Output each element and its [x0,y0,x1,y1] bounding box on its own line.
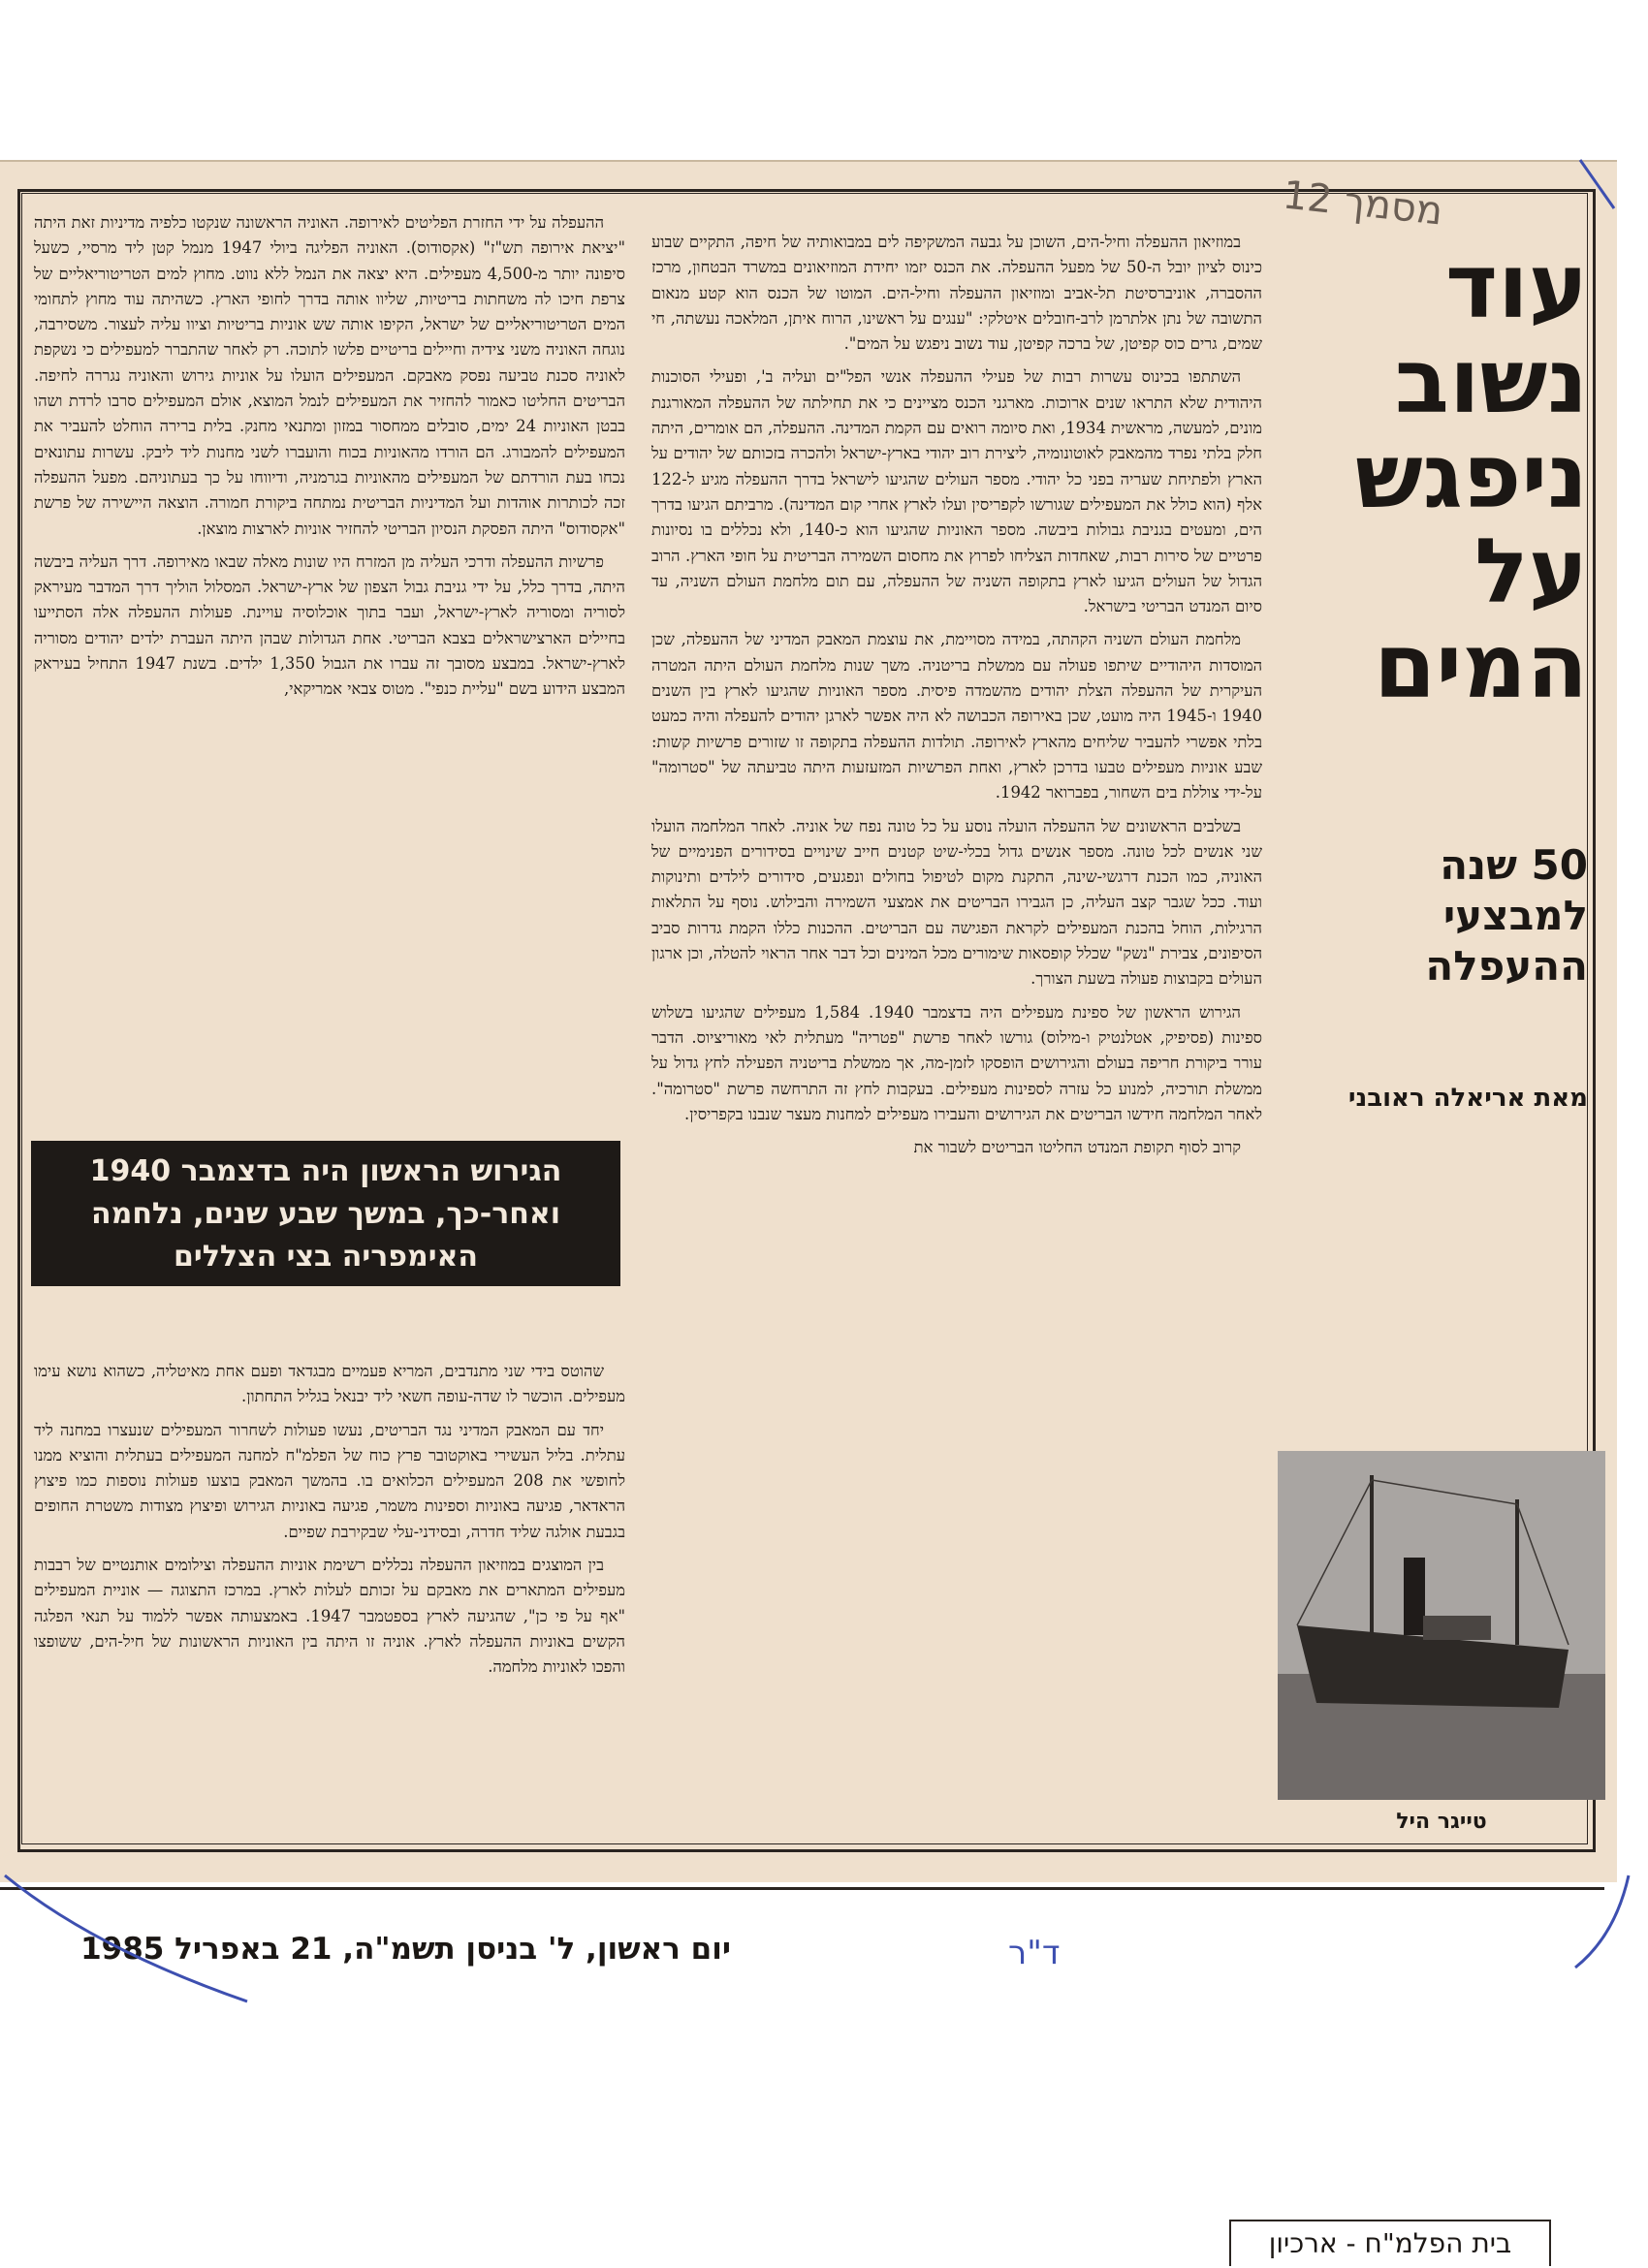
archive-stamp: בית הפלמ"ח - ארכיון [1229,2220,1551,2266]
pen-stroke-left [0,1871,291,2006]
paragraph: קרוב לסוף תקופת המנדט החליטו הבריטים לשבור את [913,1138,1241,1157]
paragraph: יחד עם המאבק המדיני נגד הבריטים, נעשו פעולות לשחרור המעפילים שנעצרו במחנה ליד עתלית. בליל העשירי באוקטובר פרץ כוח של הפלמ"ח למחנה המעפילים בעתלית והוציא ממנו לחופשי את 208 המעפילים הכלואים בו. בהמשך המאבק בוצעו פעולות נוספות כמו פיצוץ הראדאר, פגיעה באוניות וספינות משמר, פגיעה באוניות הגירוש ופיצוץ מצודות משטרת החופים בגבעת אולגה שליד חדרה, ובסידני-עלי שבקירבת שפיים. [34,1420,625,1541]
pull-quote-line: ואחר-כך, במשך שבע שנים, נלחמה [91,1197,560,1231]
article-column-left-bottom [34,1359,625,1863]
pen-stroke-right [1570,1871,1638,1977]
paragraph: במוזיאון ההעפלה וחיל-הים, השוכן על גבעה המשקיפה לים במבואותיה של חיפה, התקיים שבוע כינוס לציון יובל ה-50 של מפעל ההעפלה. את הכנס יזמו יחידת המוזיאונים במשרד הבטחון, מרכז ההסברה, אוניברסיטת תל-אביב ומוזיאון ההעפלה וחיל-הים. המוטו של הכנס הוא קטע מנאום התשובה של נתן אלתרמן לרב-חובלים איטלקי: "ענגים על ראשינו, הרוח איתן, המלאכה נעשתה, חי שמים, גרים כוס קפיטן, של ברכה קפיטן, עוד נשוב ניפגש על המים". [651,233,1262,354]
paragraph: בשלבים הראשונים של ההעפלה הועלה נוסע על כל טונה נפח של אוניה. לאחר המלחמה הועלו שני אנשים לכל טונה. מספר אנשים גדול בכלי-שיט קטנים חייב שינויים בסידורים הפנימיים של האוניה, כמו הכנת דרגשי-שינה, התקנת מקום לטיפול בחולים ונפגעים, סידורים לילדים ותינוקות ועוד. ככל שגבר קצב העליה, כן הגבירו הבריטים את אמצעי השמירה והבילוש. נוסף על התלאות הרגילות, הוחל בהכנת המעפילים לקראת הפגישה עם הבריטים. ההכנות כללו הקמת גדרות סביב הסיפונים, צבירת "נשק" שכלל קופסאות שימורים מכל המינים וכל דבר אחר הראוי להטלה, וכן ארגון העולים בקבוצות פעולה בשעת הצורך. [651,816,1262,989]
paragraph: שהוטס בידי שני מתנדבים, המריא פעמיים מבגדאד ופעם אחת מאיטליה, כשהוא נושא עימו מעפילים. הוכשר לו שדה-עופה חשאי ליד יבנאל בגליל התחתון. [34,1362,625,1406]
pull-quote-line: האימפריה בצי הצללים [173,1240,479,1274]
ship-illustration [1278,1451,1605,1800]
photo-caption: טייגר היל [1396,1810,1487,1834]
byline: מאת אריאלה ראובני [1347,1084,1588,1113]
subhead-line: למבצעי [1442,892,1588,939]
subhead-line: 50 שנה [1440,841,1588,889]
pen-stroke-top [1575,155,1624,213]
handwritten-note: מסמך 12 [1280,173,1444,235]
dateline: יום ראשון, ל' בניסן תשמ"ה, 21 באפריל 1985 [80,1932,731,1967]
paragraph: השתתפו בכינוס עשרות רבות של פעילי ההעפלה אנשי הפל"ים ועליה ב', ופעילי הסוכנות היהודית שלא התראו שנים ארוכות. מארגני הכנס מציינים כי את תחילתה של ההעפלה המאורגנת מונים, למעשה, מראשית 1934, ואת סיומה רואים עם הקמת המדינה. ההעפלה, הם אומרים, היתה חלק בלתי נפרד מהמאבק לאוטונומיה, ליצירת רוב יהודי בארץ-ישראל ולהכרה בזכותם של יהודים על הארץ ולפתיחת שעריה בפני כל יהודי. מספר העולים שהגיעו לישראל בדרך ההעפלה מגיע ל-122 אלף (הוא כולל את המעפילים שגורשו לקפריסין ועלו לארץ אחרי קום המדינה). מרביתם הגיעו בדרך הים, ומעטים בגניבת גבולות ביבשה. מספר האוניות שהגיעו הוא כ-140, ולא נכללים בו נסיונות פרטיים של סירות רבות, שאחדות הצליחו לפרוץ את מחסום השמירה הבריטית על חופי הארץ. הרוב הגדול של העולים הגיעו לארץ בתקופה השניה של ההעפלה, עם תום מלחמת העולם השניה, עד סיום המנדט הבריטי בישראל. [651,367,1262,616]
article-column-middle [651,230,1262,1868]
headline-column [1278,205,1588,1113]
headline [1278,235,1588,718]
headline-line: ניפגש [1354,425,1588,528]
paragraph: ההעפלה על ידי החזרת הפליטים לאירופה. האוניה הראשונה שנקטו כלפיה מדיניות זאת היתה "יציאת אירופה תש"ז" (אקסודוס). האוניה הפליגה ביולי 1947 מנמל קטן ליד מרסיי, כשעל סיפונה יותר מ-4,500 מעפילים. היא יצאה את הנמל ללא נווט. מחוץ למים הטריטוריאליים של צרפת חיכו לה משחתות בריטיות, שליוו אותה בדרך לחופי הארץ. כשהיתה עוד מחוץ לתחומי המים הטריטוריאליים של ישראל, הקיפו אותה שש אוניות בריטיות וציוו עליה לעצור. משסירבה, נוגחה האוניה משני צידיה וחיילים בריטיים פלשו לתוכה. רק לאחר שהתברר למעפילים כי נשקפת לאוניה סכנת טביעה נפסק מאבקם. המעפילים הועלו על אוניות גירוש והאוניה נגררה לחיפה. הבריטים החליטו כאמור להחזיר את המעפילים לנמל המוצא, אולם המעפילים סרבו לרדת ושהו בבטן האוניות 24 ימים, סובלים ממחסור במזון ומתנאי מחנק. בלית ברירה הוחלט להעביר את המעפילים להמבורג. הם הורדו מהאוניות בכוח והועברו לשני מחנות ליד ליבק. עשרות עתונאים נכחו בעת הורדתם של המעפילים מהאוניות בגרמניה, ודיווחו על כך בעתוניהם. מפעל ההעפלה זכה לכותרות אוהדות ועל המדיניות הבריטית נמתחה ביקורת חמורה. הוצאה היישירה של פרשת "אקסודוס" היתה הפסקת הנסיון הבריטי להחזיר אוניות לארצות מוצאן. [34,213,625,538]
headline-line: נשוב [1394,330,1588,433]
article-column-left-top [34,210,625,1296]
subhead-line: ההעפלה [1425,942,1588,990]
newspaper-clipping [0,160,1617,1882]
headline-line: המים [1374,614,1588,718]
pull-quote-line: הגירוש הראשון היה בדצמבר 1940 [89,1154,562,1188]
headline-line: על [1474,520,1588,623]
paragraph: פרשיות ההעפלה ודרכי העליה מן המזרח היו שונות מאלה שבאו מאירופה. דרך העליה ביבשה היתה, בדרך כלל, על ידי גניבת גבול הצפון של ארץ-ישראל. המסלול הוליך דרך המדבר מעיראק לסוריה ומסוריה לארץ-ישראל, ועבר בתוך אוכלוסיה עויינת. פעולות ההעפלה אלה הסתייעו בחיילים הארצישראלים בצבא הבריטי. אחת הגדולות שבהן היתה העברת ילדים יהודים מסוריה לארץ-ישראל. במבצע מסובך זה עברו את הגבול 1,350 ילדים. בשנת 1947 התחיל בעיראק המבצע הידוע בשם "עליית כנפי". מטוס צבאי אמריקאי, [34,551,625,699]
headline-line: עוד [1445,235,1588,338]
paragraph: מלחמת העולם השניה הקהתה, במידה מסויימת, את עוצמת המאבק המדיני של ההעפלה, שכן המוסדות היהודיים שיתפו פעולה עם ממשלת בריטניה. משך שנות מלחמת העולם היתה המטרה העיקרית של ההעפלה הצלת יהודים מהשמדה פיסית. מספר האוניות שהגיעו לארץ בין השנים 1940 ו-1945 היה מועט, שכן באירופה הכבושה לא היה אפשר לארגן יהודים להעפלה והיה כמעט בלתי אפשרי להעביר שליחים מהארץ לאירופה. תולדות ההעפלה בתקופה זו שזורים פרשיות קשות: שבע אוניות מעפילים טבעו בדרכן לארץ, ואחת הפרשיות המזעזעות היתה טביעתה של "סטרומה" על-ידי צוללת בים השחור, בפברואר 1942. [651,630,1262,803]
pull-quote [31,1141,620,1286]
subheadline [1278,840,1588,992]
ship-photo [1278,1451,1605,1800]
paragraph: הגירוש הראשון של ספינת מעפילים היה בדצמבר 1940. 1,584 מעפילים שהגיעו בשלוש ספינות (פסיפיק, אטלנטיק ו-מילוס) גורשו לאחר פרשת "פטריה" מעתלית לאי מאוריציוס. הדבר עורר ביקורת חריפה בעולם והגירושים הופסקו לזמן-מה, אך ממשלת בריטניה הפעילה לחץ גדול על ממשלת תורכיה, למנוע כל עזרה לספינות מעפילים. בעקבות לחץ זה התרחשה פרשת "סטרומה". לאחר המלחמה חידשו הבריטים את הגירושים והעבירו מעפילים למחנות מעצר שנבנו בקפריסין. [651,1002,1262,1123]
paragraph: בין המוצגים במוזיאון ההעפלה נכללים רשימת אוניות ההעפלה וצילומים אותנטיים של רבבות מעפילים המתארים את מאבקם על זכותם לעלות לארץ. במרכז התצוגה — אוניית המעפילים "אף על פי כן", שהגיעה לארץ בספטמבר 1947. באמצעותה אפשר ללמוד על תנאי הפלגה הקשים באוניות ההעפלה לארץ. אוניה זו היתה בין האוניות הראשונות של חיל-הים, ששופצו והפכו לאוניות מלחמה. [34,1556,625,1677]
pen-mark: ד"ר [1008,1934,1061,1972]
